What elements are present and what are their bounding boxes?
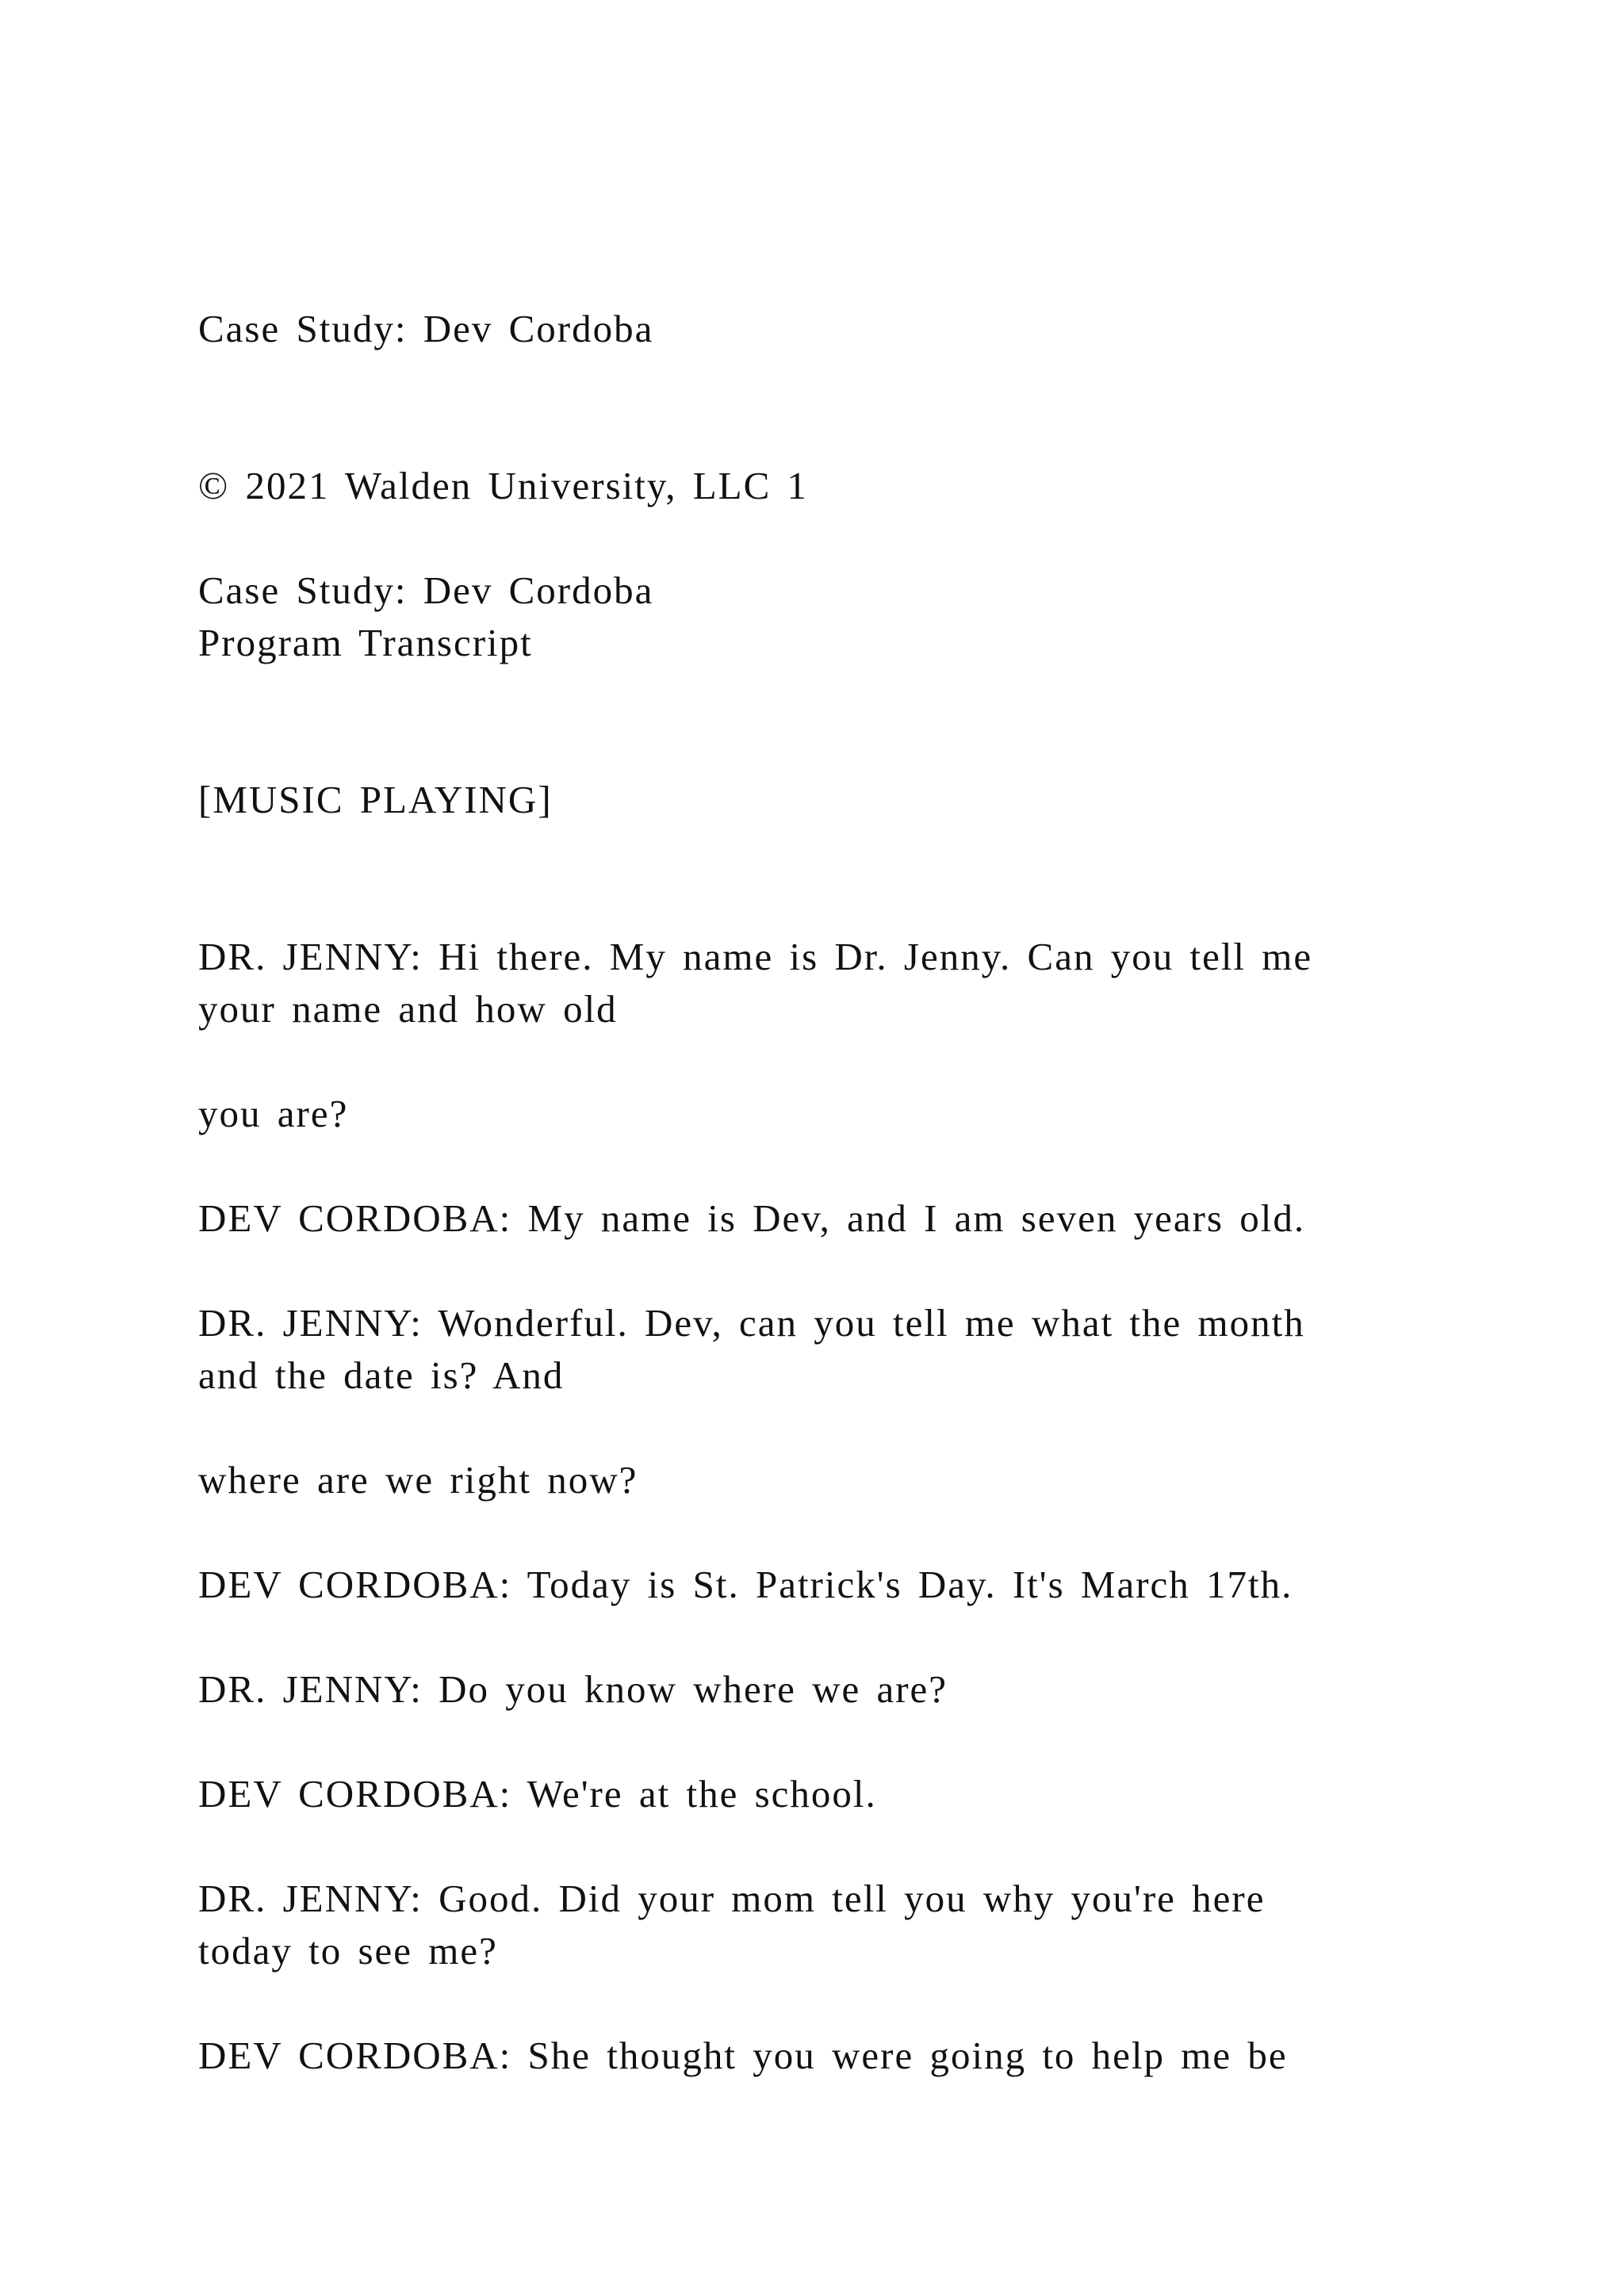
document-subtitle: Program Transcript (198, 621, 533, 664)
music-cue: [MUSIC PLAYING] (198, 778, 553, 821)
transcript-line: where are we right now? (198, 1458, 638, 1502)
transcript-line: DR. JENNY: Wonderful. Dev, can you tell me what the month (198, 1301, 1305, 1345)
transcript-line: today to see me? (198, 1929, 498, 1973)
transcript-line: DEV CORDOBA: My name is Dev, and I am seven years old. (198, 1196, 1306, 1240)
transcript-line: and the date is? And (198, 1353, 565, 1397)
copyright-line: © 2021 Walden University, LLC 1 (198, 464, 809, 507)
transcript-line: DR. JENNY: Hi there. My name is Dr. Jenny. Can you tell me (198, 935, 1313, 978)
transcript-line: DEV CORDOBA: She thought you were going to help me be (198, 2034, 1288, 2077)
transcript-line: your name and how old (198, 987, 618, 1031)
transcript-line: DEV CORDOBA: Today is St. Patrick's Day. It's March 17th. (198, 1563, 1293, 1606)
transcript-line: DR. JENNY: Do you know where we are? (198, 1667, 948, 1711)
header-title: Case Study: Dev Cordoba (198, 307, 654, 350)
transcript-line: DR. JENNY: Good. Did your mom tell you why you're here (198, 1877, 1266, 1920)
transcript-line: DEV CORDOBA: We're at the school. (198, 1772, 877, 1816)
document-title: Case Study: Dev Cordoba (198, 568, 654, 612)
transcript-line: you are? (198, 1092, 349, 1135)
